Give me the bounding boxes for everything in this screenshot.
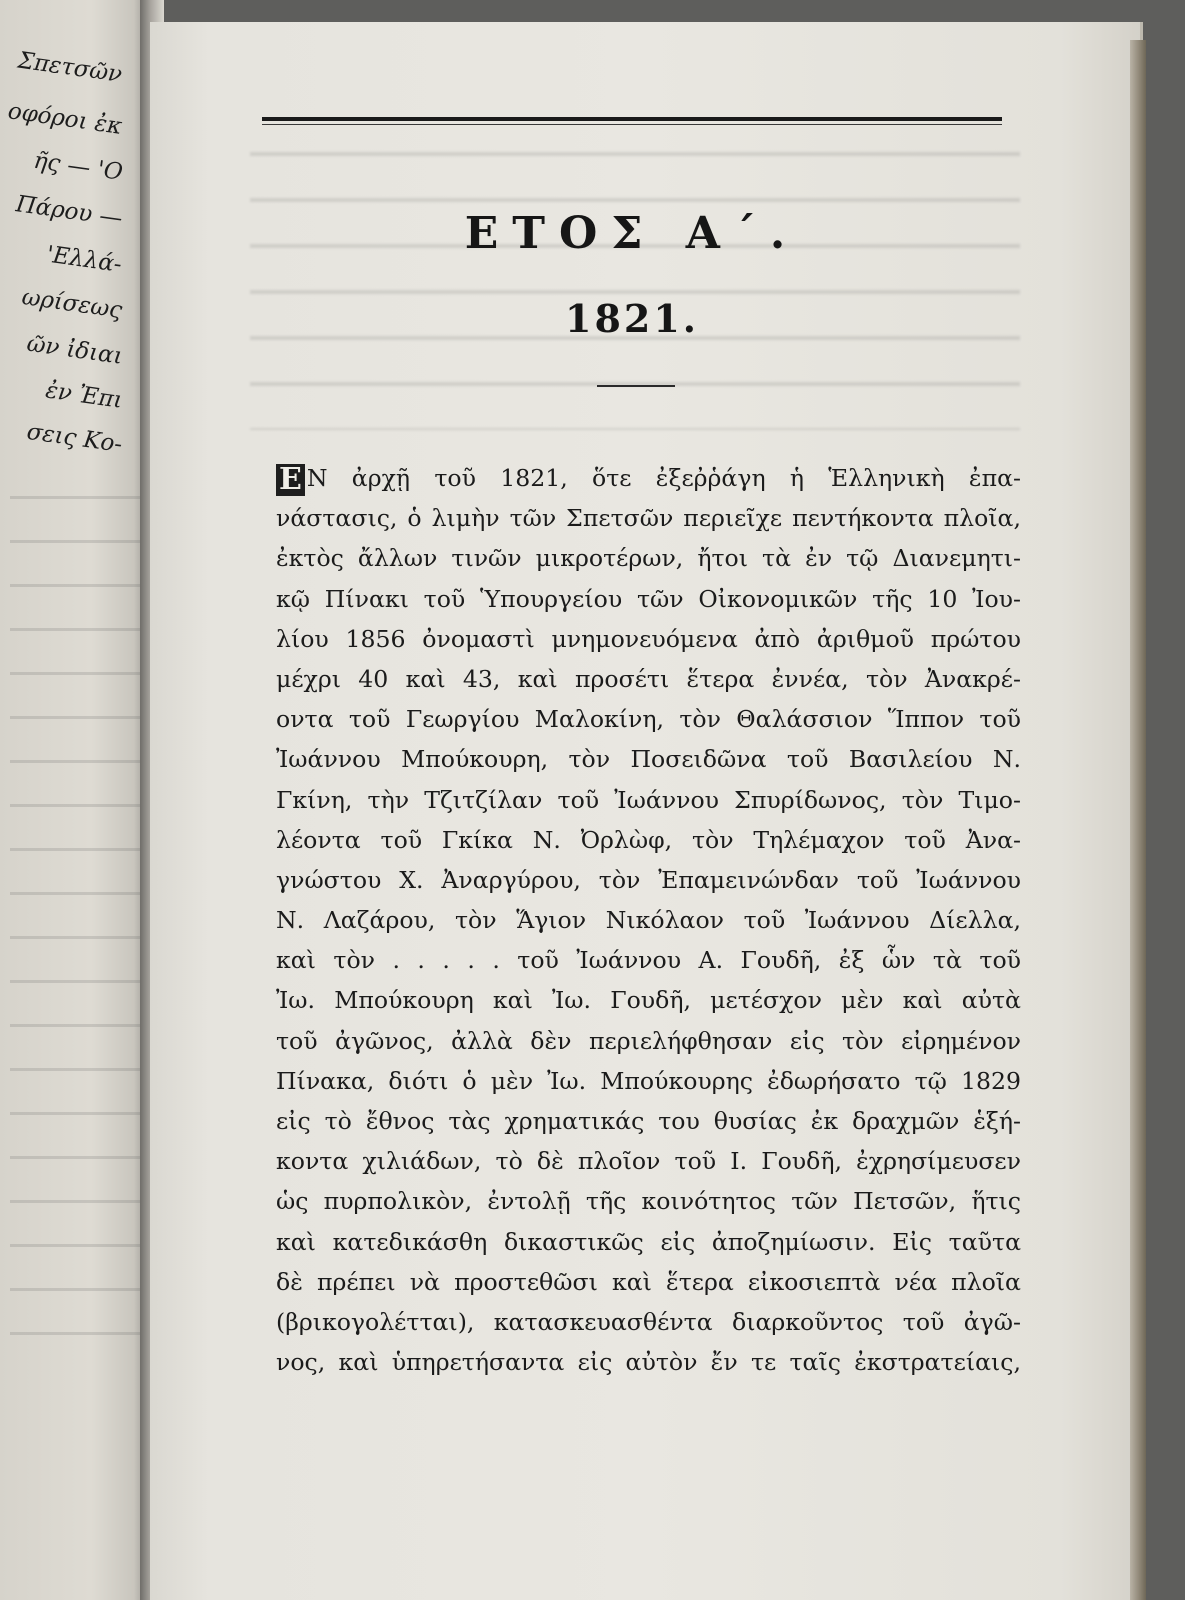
text-line: (βρικογολέτται), κατασκευασθέντα διαρκοῦντος τοῦ ἀγῶ- <box>276 1307 1021 1336</box>
facing-page-fragment: ἐν Ἐπι <box>43 377 124 414</box>
facing-page-fragment: ωρίσεως <box>20 284 124 324</box>
text-line: κοντα χιλιάδων, τὸ δὲ πλοῖον τοῦ Ι. Γουδῆ, ἐχρησίμευσεν <box>276 1147 1021 1176</box>
text-line: μέχρι 40 καὶ 43, καὶ προσέτι ἕτερα ἐννέα, τὸν Ἀνακρέ- <box>276 664 1021 693</box>
chapter-title: ΕΤΟΣ Α΄. <box>464 208 800 259</box>
text-line: ἐκτὸς ἄλλων τινῶν μικροτέρων, ἤτοι τὰ ἐν τῷ Διανεμητι- <box>276 544 1021 573</box>
facing-page-fragment: Σπετσῶν <box>16 47 124 88</box>
text-line: γνώστου Χ. Ἀναργύρου, τὸν Ἐπαμεινώνδαν τοῦ Ἰωάννου <box>276 865 1021 894</box>
text-line: οντα τοῦ Γεωργίου Μαλοκίνη, τὸν Θαλάσσιον Ἵππον τοῦ <box>276 705 1021 734</box>
text-line: νάστασις, ὁ λιμὴν τῶν Σπετσῶν περιεῖχε πεντήκοντα πλοῖα, <box>276 504 1021 533</box>
facing-page-fragment: οφόροι ἐκ <box>6 98 124 140</box>
facing-page-bleed-through <box>10 470 140 1370</box>
text-line: Ν. Λαζάρου, τὸν Ἅγιον Νικόλαον τοῦ Ἰωάννου Δίελλα, <box>276 906 1021 935</box>
text-line-content: Ν ἀρχῇ τοῦ 1821, ὅτε ἐξεῤῥάγη ἡ Ἑλληνικὴ ἐπα- <box>306 464 1021 492</box>
drop-cap: Ε <box>276 464 305 496</box>
text-line: εἰς τὸ ἔθνος τὰς χρηματικάς του θυσίας ἐκ δραχμῶν ἑξή- <box>276 1107 1021 1135</box>
facing-page-fragment: ῶν ἰδιαι <box>24 330 124 370</box>
text-line: νος, καὶ ὑπηρετήσαντα εἰς αὐτὸν ἔν τε ταῖς ἐκστρατείαις, <box>276 1348 1021 1377</box>
text-line: Ἰω. Μπούκουρη καὶ Ἰω. Γουδῆ, μετέσχον μὲν καὶ αὐτὰ <box>276 986 1021 1015</box>
facing-page-fragment: σεις Κο- <box>25 418 124 458</box>
body-text <box>276 458 1021 1382</box>
chapter-year: 1821. <box>565 296 699 341</box>
text-line: καὶ κατεδικάσθη δικαστικῶς εἰς ἀποζημίωσιν. Εἰς ταῦτα <box>276 1227 1021 1256</box>
header-rule <box>262 117 1002 121</box>
facing-page-fragment: ῆς — 'Ο <box>31 147 124 186</box>
text-line: λίου 1856 ὀνομαστὶ μνημονευόμενα ἀπὸ ἀριθμοῦ πρώτου <box>276 624 1021 653</box>
text-line: Γκίνη, τὴν Τζιτζίλαν τοῦ Ἰωάννου Σπυρίδωνος, τὸν Τιμο- <box>276 785 1021 814</box>
text-line: ὡς πυρπολικὸν, ἐντολῇ τῆς κοινότητος τῶν Πετσῶν, ἥτις <box>276 1187 1021 1216</box>
text-line: λέοντα τοῦ Γκίκα Ν. Ὀρλὼφ, τὸν Τηλέμαχον τοῦ Ἀνα- <box>276 825 1021 854</box>
text-line: Ἰωάννου Μπούκουρη, τὸν Ποσειδῶνα τοῦ Βασιλείου Ν. <box>276 745 1021 774</box>
header-rule-thin <box>262 124 1002 125</box>
text-line: κῷ Πίνακι τοῦ Ὑπουργείου τῶν Οἰκονομικῶν τῆς 10 Ἰου- <box>276 584 1021 613</box>
facing-page-fragment: 'Ελλά- <box>45 241 124 278</box>
text-line: καὶ τὸν . . . . . τοῦ Ἰωάννου Α. Γουδῆ, ἐξ ὧν τὰ τοῦ <box>276 946 1021 975</box>
facing-page-left <box>0 0 152 1600</box>
text-line <box>276 458 1021 498</box>
section-divider <box>597 385 675 387</box>
page-edge <box>1130 40 1146 1600</box>
text-line: Πίνακα, διότι ὁ μὲν Ἰω. Μπούκουρης ἐδωρήσατο τῷ 1829 <box>276 1066 1021 1095</box>
text-line: δὲ πρέπει νὰ προστεθῶσι καὶ ἕτερα εἰκοσιεπτὰ νέα πλοῖα <box>276 1267 1021 1296</box>
facing-page-fragment: Πάρου — <box>13 191 124 232</box>
text-line: τοῦ ἀγῶνος, ἀλλὰ δὲν περιελήφθησαν εἰς τὸν εἰρημένον <box>276 1026 1021 1055</box>
